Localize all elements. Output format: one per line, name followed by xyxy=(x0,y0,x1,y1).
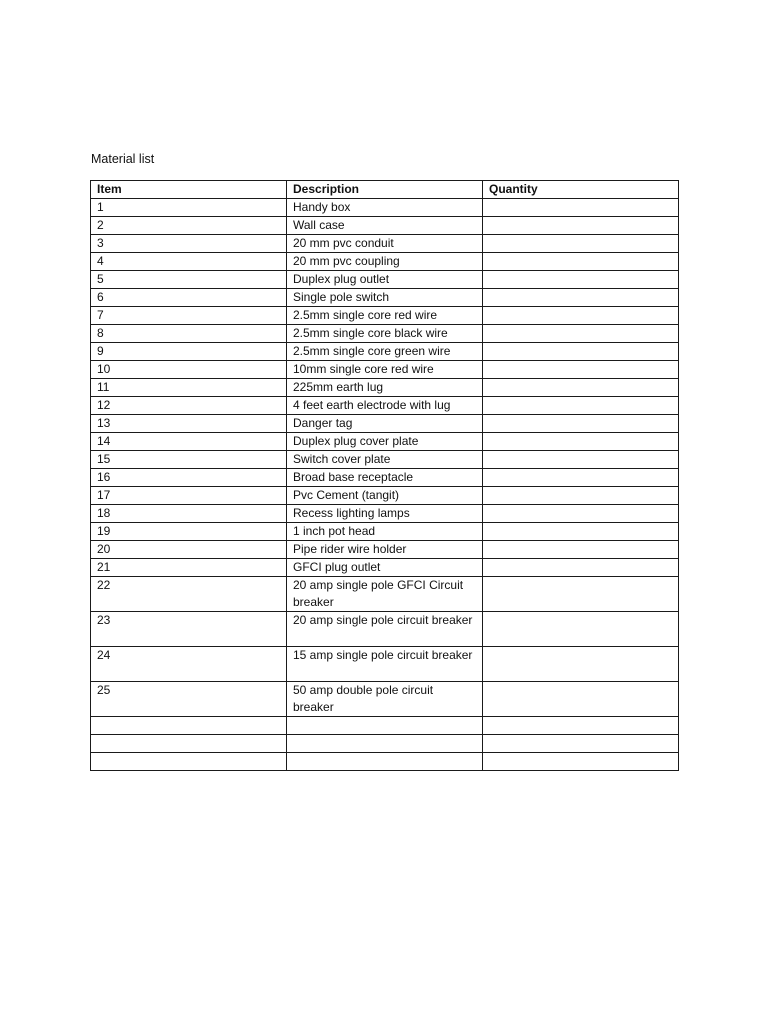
table-row xyxy=(91,523,679,541)
quantity-cell xyxy=(483,469,679,487)
description-cell: Duplex plug cover plate xyxy=(287,433,483,451)
table-row xyxy=(91,735,679,753)
quantity-cell xyxy=(483,199,679,217)
table-row xyxy=(91,541,679,559)
description-cell: GFCI plug outlet xyxy=(287,559,483,577)
quantity-cell xyxy=(483,451,679,469)
item-cell: 5 xyxy=(91,271,287,289)
quantity-cell xyxy=(483,217,679,235)
item-cell: 8 xyxy=(91,325,287,343)
quantity-cell xyxy=(483,397,679,415)
quantity-cell xyxy=(483,235,679,253)
description-cell: 4 feet earth electrode with lug xyxy=(287,397,483,415)
table-row xyxy=(91,469,679,487)
quantity-cell xyxy=(483,415,679,433)
item-cell: 6 xyxy=(91,289,287,307)
item-cell: 25 xyxy=(91,682,287,717)
item-cell: 21 xyxy=(91,559,287,577)
table-row xyxy=(91,271,679,289)
quantity-cell xyxy=(483,271,679,289)
description-cell: Pvc Cement (tangit) xyxy=(287,487,483,505)
table-row xyxy=(91,415,679,433)
item-cell: 19 xyxy=(91,523,287,541)
item-cell: 7 xyxy=(91,307,287,325)
description-cell xyxy=(287,753,483,771)
header-quantity: Quantity xyxy=(483,181,679,199)
description-cell xyxy=(287,735,483,753)
table-row xyxy=(91,217,679,235)
quantity-cell xyxy=(483,559,679,577)
item-cell: 18 xyxy=(91,505,287,523)
description-cell: Single pole switch xyxy=(287,289,483,307)
table-row xyxy=(91,379,679,397)
quantity-cell xyxy=(483,735,679,753)
item-cell: 4 xyxy=(91,253,287,271)
quantity-cell xyxy=(483,307,679,325)
item-cell: 2 xyxy=(91,217,287,235)
item-cell: 10 xyxy=(91,361,287,379)
quantity-cell xyxy=(483,682,679,717)
table-row xyxy=(91,235,679,253)
description-cell: 15 amp single pole circuit breaker xyxy=(287,647,483,682)
table-header-row xyxy=(91,181,679,199)
item-cell: 24 xyxy=(91,647,287,682)
item-cell: 23 xyxy=(91,612,287,647)
description-cell: 2.5mm single core black wire xyxy=(287,325,483,343)
table-row xyxy=(91,577,679,612)
table-row xyxy=(91,682,679,717)
description-cell: Handy box xyxy=(287,199,483,217)
table-row xyxy=(91,325,679,343)
table-row xyxy=(91,289,679,307)
item-cell xyxy=(91,735,287,753)
item-cell: 9 xyxy=(91,343,287,361)
table-row xyxy=(91,647,679,682)
quantity-cell xyxy=(483,253,679,271)
description-cell: 2.5mm single core red wire xyxy=(287,307,483,325)
quantity-cell xyxy=(483,717,679,735)
quantity-cell xyxy=(483,523,679,541)
description-cell: 225mm earth lug xyxy=(287,379,483,397)
table-row xyxy=(91,753,679,771)
quantity-cell xyxy=(483,361,679,379)
description-cell: 2.5mm single core green wire xyxy=(287,343,483,361)
item-cell: 15 xyxy=(91,451,287,469)
description-cell: Duplex plug outlet xyxy=(287,271,483,289)
material-list-table xyxy=(90,180,679,771)
quantity-cell xyxy=(483,379,679,397)
quantity-cell xyxy=(483,753,679,771)
description-cell: Wall case xyxy=(287,217,483,235)
item-cell xyxy=(91,717,287,735)
table-row xyxy=(91,451,679,469)
item-cell: 3 xyxy=(91,235,287,253)
description-cell: Recess lighting lamps xyxy=(287,505,483,523)
table-row xyxy=(91,343,679,361)
description-cell: 20 amp single pole circuit breaker xyxy=(287,612,483,647)
quantity-cell xyxy=(483,647,679,682)
quantity-cell xyxy=(483,343,679,361)
description-cell: 20 mm pvc coupling xyxy=(287,253,483,271)
description-cell: 10mm single core red wire xyxy=(287,361,483,379)
table-row xyxy=(91,505,679,523)
description-cell: Danger tag xyxy=(287,415,483,433)
header-description: Description xyxy=(287,181,483,199)
description-cell: Pipe rider wire holder xyxy=(287,541,483,559)
document-title: Material list xyxy=(91,152,155,166)
table-row xyxy=(91,433,679,451)
quantity-cell xyxy=(483,325,679,343)
table-row xyxy=(91,717,679,735)
table-row xyxy=(91,253,679,271)
item-cell xyxy=(91,753,287,771)
item-cell: 17 xyxy=(91,487,287,505)
table-row xyxy=(91,397,679,415)
description-cell: 1 inch pot head xyxy=(287,523,483,541)
quantity-cell xyxy=(483,487,679,505)
item-cell: 22 xyxy=(91,577,287,612)
item-cell: 20 xyxy=(91,541,287,559)
quantity-cell xyxy=(483,505,679,523)
item-cell: 14 xyxy=(91,433,287,451)
quantity-cell xyxy=(483,577,679,612)
description-cell: Switch cover plate xyxy=(287,451,483,469)
item-cell: 13 xyxy=(91,415,287,433)
header-item: Item xyxy=(91,181,287,199)
description-cell: 20 amp single pole GFCI Circuit breaker xyxy=(287,577,483,612)
description-cell: 20 mm pvc conduit xyxy=(287,235,483,253)
quantity-cell xyxy=(483,289,679,307)
item-cell: 12 xyxy=(91,397,287,415)
table-row xyxy=(91,199,679,217)
quantity-cell xyxy=(483,612,679,647)
table-row xyxy=(91,487,679,505)
table-row xyxy=(91,612,679,647)
description-cell xyxy=(287,717,483,735)
item-cell: 1 xyxy=(91,199,287,217)
quantity-cell xyxy=(483,433,679,451)
table-row xyxy=(91,307,679,325)
table-row xyxy=(91,361,679,379)
description-cell: Broad base receptacle xyxy=(287,469,483,487)
quantity-cell xyxy=(483,541,679,559)
table-row xyxy=(91,559,679,577)
item-cell: 11 xyxy=(91,379,287,397)
item-cell: 16 xyxy=(91,469,287,487)
description-cell: 50 amp double pole circuit breaker xyxy=(287,682,483,717)
